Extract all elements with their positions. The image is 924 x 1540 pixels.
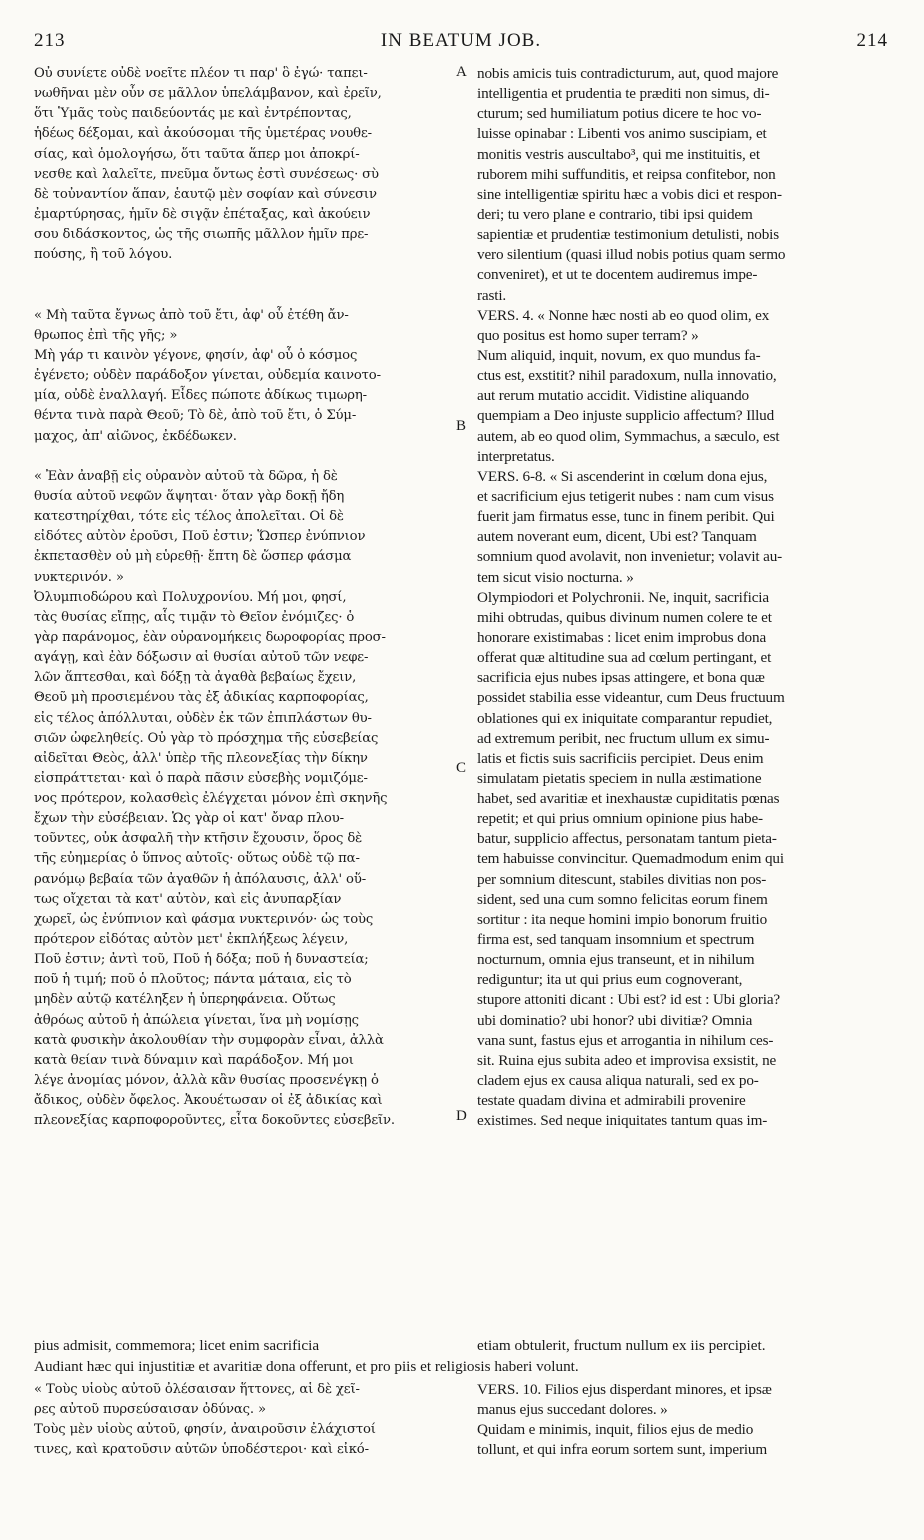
greek-tail-line: τινες, καὶ κρατοῦσιν αὐτῶν ὑποδέστεροι· καὶ εἰκό-	[34, 1442, 369, 1458]
latin-line: luisse opinabar : Libenti vos animo suscipiam, et	[477, 125, 767, 143]
greek-line	[34, 265, 464, 285]
greek-line: τοῦντες, οὐκ ἀσφαλῆ τὴν κτῆσιν ἔχουσιν, ὅρος δὲ	[34, 831, 363, 847]
latin-line: honorare existimabas : licet enim improbus dona	[477, 628, 767, 646]
latin-line: Num aliquid, inquit, novum, ex quo mundus fa-	[477, 346, 761, 364]
latin-line: vana sunt, fastus ejus et arrogantia in nihilum ces-	[477, 1031, 774, 1049]
greek-line: ὅτι Ὑμᾶς τοὺς παιδεύοντάς με καὶ ἐντρέποντας,	[34, 106, 352, 122]
greek-line: μαχος, ἀπ' αἰῶνος, ἐκδέδωκεν.	[34, 428, 237, 444]
greek-line	[34, 447, 464, 467]
latin-line: sapientiæ et prudentiæ testimonium detulisti, nobis	[477, 226, 779, 244]
left-page-number: 213	[34, 30, 66, 51]
latin-line: rasti.	[477, 286, 507, 304]
latin-line: ubi dominatio? ubi honor? ubi divitiæ? Omnia	[477, 1011, 753, 1029]
greek-tail-line: ρες αὐτοῦ πυρσεύσαισαν ὀδύνας. »	[34, 1402, 266, 1418]
greek-line: ποῦ ἡ τιμή; ποῦ ὁ πλοῦτος; πάντα μάταια, εἰς τὸ	[34, 972, 352, 988]
latin-line: sit. Ruina ejus subita adeo et improvisa exsistit, ne	[477, 1051, 777, 1069]
greek-line: ἐγένετο; οὐδὲν παράδοξον γίνεται, οὐδεμία καινοτο-	[34, 368, 381, 384]
latin-line: aut rerum mutatio accidit. Vidistine aliquando	[477, 387, 749, 405]
greek-line: λέγε ἀνομίας μόνον, ἀλλὰ κἂν θυσίας προσενέγκῃ ὁ	[34, 1073, 379, 1089]
latin-line: repetit; et qui prius omnium opinione pius habe-	[477, 810, 763, 828]
greek-line: « Ἐὰν ἀναβῇ εἰς οὐρανὸν αὐτοῦ τὰ δῶρα, ἡ δὲ	[34, 468, 338, 484]
latin-line: autem, ab eo quod olim, Symmachus, a sæculo, est	[477, 427, 780, 445]
greek-tail-line: Τοὺς μὲν υἱοὺς αὐτοῦ, φησίν, ἀναιροῦσιν ἐλάχιστοί	[34, 1422, 376, 1438]
latin-tail-line: VERS. 10. Filios ejus disperdant minores, et ipsæ	[477, 1381, 772, 1398]
greek-line: Οὐ συνίετε οὐδὲ νοεῖτε πλέον τι παρ' ὃ ἐγώ· ταπει-	[34, 66, 368, 81]
latin-line: firma est, sed tanquam insomnium et spectrum	[477, 931, 755, 949]
latin-line: VERS. 4. « Nonne hæc nosti ab eo quod olim, ex	[477, 306, 770, 324]
latin-line: rediguntur; ita ut qui prius eum cognoverant,	[477, 971, 743, 989]
latin-line: per somnium ditescunt, stabiles divitias non pos-	[477, 870, 767, 888]
greek-line: κατὰ φυσικὴν ἀκολουθίαν τὴν συμφορὰν εἶναι, ἀλλὰ	[34, 1032, 384, 1048]
latin-line: cladem ejus ex causa aliqua naturali, sed ex po-	[477, 1072, 759, 1090]
latin-line: ctus est, exstitit? nihil paradoxum, nulla innovatio,	[477, 367, 777, 385]
latin-line: deri; tu vero plane e contrario, tibi ipsi quidem	[477, 205, 753, 223]
latin-column	[477, 64, 891, 1131]
latin-line: existimes. Sed neque iniquitates tantum quas im-	[477, 1112, 768, 1130]
latin-line: tem sicut visio nocturna. »	[477, 568, 634, 586]
greek-line: μηδὲν αὐτῷ κατέληξεν ἡ ὑπερηφάνεια. Οὕτως	[34, 992, 336, 1008]
latin-line: offerat quæ altitudine sua ad cœlum pertingant, et	[477, 649, 772, 667]
bottom-line-1-right: etiam obtulerit, fructum nullum ex iis percipiet.	[477, 1337, 766, 1354]
greek-line: τως οἴχεται τὰ κατ' αὐτὸν, καὶ εἰς ἀνυπαρξίαν	[34, 891, 342, 907]
greek-line: τὰς θυσίας εἴπῃς, αἷς τιμᾷν τὸ Θεῖον ἐνόμιζες· ὁ	[34, 609, 355, 625]
latin-line: sident, sed una cum somno felicitas eorum finem	[477, 890, 768, 908]
greek-line: εἰς τέλος ἀπόλλυται, οὐδὲν ἐκ τῶν ἐπιπλάστων θυ-	[34, 710, 372, 726]
greek-line: πρότερον εἰδότας αὐτὸν μετ' ἐκπλήξεως λέγειν,	[34, 932, 349, 948]
latin-line: interpretatus.	[477, 447, 555, 465]
greek-line: « Μὴ ταῦτα ἔγνως ἀπὸ τοῦ ἔτι, ἀφ' οὗ ἐτέθη ἄν-	[34, 307, 349, 323]
greek-line: χωρεῖ, ὡς ἐνύπνιον καὶ φάσμα νυκτερινόν· ὡς τοὺς	[34, 911, 374, 927]
greek-line: νεσθε καὶ λαλεῖτε, πνεῦμα ὄντως ἐστὶ συνέσεως· σὺ	[34, 166, 379, 182]
greek-line: ἔχων τὴν εὐσέβειαν. Ὡς γὰρ οἱ κατ' ὄναρ πλου-	[34, 811, 344, 827]
greek-line: εἰσπράττεται· καὶ ὁ παρὰ πᾶσιν εὐσεβὴς νομιζόμε-	[34, 770, 368, 786]
bottom-line-1-left: pius admisit, commemora; licet enim sacrificia	[34, 1337, 320, 1354]
latin-line: stupore attoniti dicant : Ubi est? id est : Ubi gloria?	[477, 991, 781, 1009]
latin-line: tem habuisse convincitur. Quemadmodum enim qui	[477, 850, 784, 868]
margin-letter-a: A	[456, 64, 467, 80]
right-page-number: 214	[856, 30, 888, 51]
greek-line: ἐμαρτύρησας, ἡμῖν δὲ σιγᾷν ἐπέταξας, καὶ ἀκούειν	[34, 206, 371, 222]
greek-line: μία, οὐδὲ ἐναλλαγή. Εἶδες πώποτε ἀδίκως τιμωρη-	[34, 388, 367, 404]
latin-line: nocturnum, omnia ejus transeunt, et in nihilum	[477, 951, 755, 969]
latin-tail-column	[477, 1380, 891, 1461]
latin-line: intelligentia et prudentia te præditi non simus, di-	[477, 85, 770, 103]
greek-line: ἄδικος, οὐδὲν ὄφελος. Ἀκουέτωσαν οἱ ἐξ ἀδικίας καὶ	[34, 1093, 383, 1109]
greek-line: θρωπος ἐπὶ τῆς γῆς; »	[34, 327, 178, 343]
bottom-line-2: Audiant hæc qui injustitiæ et avaritiæ dona offerunt, et pro piis et religiosis haberi volunt.	[34, 1358, 579, 1375]
latin-line: oblationes qui ex iniquitate comparantur repudiet,	[477, 709, 773, 727]
latin-line: Olympiodori et Polychronii. Ne, inquit, sacrificia	[477, 588, 769, 606]
greek-line: Θεοῦ μὴ προσιεμένου τὰς ἐξ ἀδικίας καρποφορίας,	[34, 690, 369, 706]
latin-line: quo positus est homo super terram? »	[477, 326, 699, 344]
latin-line: ruborem mihi suffunditis, et reipsa confitebor, non	[477, 165, 776, 183]
latin-line: simulatam pietatis speciem in nulla æstimatione	[477, 769, 762, 787]
greek-line: πλεονεξίας καρποφοροῦντες, εἶτα δοκοῦντες εὐσεβεῖν.	[34, 1113, 395, 1129]
latin-tail-line: Quidam e minimis, inquit, filios ejus de medio	[477, 1421, 754, 1439]
greek-line: θέντα τινὰ παρὰ Θεοῦ; Τὸ δὲ, ἀπὸ τοῦ ἔτι, ὁ Σύμ-	[34, 408, 357, 424]
greek-column	[34, 64, 467, 1131]
latin-line: mihi obtrudas, quibus divinum numen colere te et	[477, 608, 772, 626]
greek-line: πούσης, ἢ τοῦ λόγου.	[34, 247, 173, 263]
page-header	[34, 30, 888, 60]
latin-line: sortitur : ita neque homini impio bonorum fruitio	[477, 910, 768, 928]
greek-tail-line: « Τοὺς υἱοὺς αὐτοῦ ὀλέσαισαν ἥττονες, αἱ δὲ χεῖ-	[34, 1382, 360, 1397]
greek-line: Μὴ γάρ τι καινὸν γέγονε, φησίν, ἀφ' οὗ ὁ κόσμος	[34, 347, 358, 363]
latin-line: fuerit jam firmatus esse, tunc in finem peribit. Qui	[477, 508, 775, 526]
latin-line: latis et fictis suis sacrificiis percipiet. Deus enim	[477, 749, 764, 767]
greek-line: σίας, καὶ ὁμολογήσω, ὅτι ταῦτα ἅπερ μοι ἀποκρί-	[34, 146, 360, 162]
greek-line: εἰδότες αὐτὸν ἐροῦσι, Ποῦ ἐστιν; Ὥσπερ ἐνύπνιον	[34, 529, 366, 545]
latin-line: sacrificia ejus nubes ipsas attingere, et bona quæ	[477, 669, 765, 687]
greek-line: ἡδέως δέξομαι, καὶ ἀκούσομαι τῆς ὑμετέρας νουθε-	[34, 126, 372, 142]
latin-line: nobis amicis tuis contradicturum, aut, quod majore	[477, 65, 779, 82]
greek-line: Ποῦ ἐστιν; ἀντὶ τοῦ, Ποῦ ἡ δόξα; ποῦ ἡ δυναστεία;	[34, 952, 369, 968]
greek-tail-column	[34, 1380, 464, 1461]
latin-line: autem noverant eum, dicent, Ubi est? Tanquam	[477, 528, 757, 546]
greek-line: γὰρ παράνομος, ἐὰν οὐρανομήκεις δωροφορίας προσ-	[34, 629, 386, 645]
greek-line: ρανόμῳ βεβαία τῶν ἀγαθῶν ἡ ἀπόλαυσις, ἀλλ' οὕ-	[34, 871, 367, 887]
running-title: IN BEATUM JOB.	[380, 30, 542, 51]
greek-line: κατὰ θείαν τινὰ δύναμιν καὶ παράδοξον. Μή μοι	[34, 1052, 354, 1068]
greek-line: νυκτερινόν. »	[34, 569, 124, 585]
greek-line: λῶν ἅπτεσθαι, καὶ δόξῃ τὰ ἀγαθὰ βεβαίως ἔχειν,	[34, 670, 357, 686]
latin-line: conveniret), et ut te docentem audiremus impe-	[477, 266, 758, 284]
greek-line: αγάγῃ, καὶ ἐὰν δόξωσιν αἱ θυσίαι αὐτοῦ τῶν νεφε-	[34, 650, 369, 666]
greek-line: νος πρότερον, κολασθεὶς ἐλέγχεται μόνον ἐπὶ σκηνῆς	[34, 791, 388, 807]
greek-line: θυσία αὐτοῦ νεφῶν ἅψηται· ὅταν γὰρ δοκῇ ἤδη	[34, 488, 345, 504]
latin-line: ad extremum peribit, nec fructum ullum ex simu-	[477, 729, 770, 747]
latin-line: sine intelligentiæ spiritu hæc a vobis dici et respon-	[477, 185, 782, 203]
greek-line	[34, 286, 464, 306]
latin-line: possidet stabilia esse videantur, cum Deus fructuum	[477, 689, 785, 707]
bottom-line-1	[34, 1336, 894, 1356]
latin-line: somnium quod avolavit, non invenietur; volavit au-	[477, 548, 783, 566]
greek-line: αἰδεῖται Θεὸς, ἀλλ' ὑπὲρ τῆς πλεονεξίας τὴν δίκην	[34, 750, 368, 766]
margin-letter-b: B	[456, 418, 467, 434]
latin-line: et sacrificium ejus tetigerit nubes : nam cum visus	[477, 487, 774, 505]
greek-line: Ὀλυμπιοδώρου καὶ Πολυχρονίου. Μή μοι, φησί,	[34, 589, 347, 605]
latin-tail-line: manus ejus succedant dolores. »	[477, 1401, 668, 1419]
greek-line: σου διδάσκοντος, ὡς τῆς σιωπῆς μᾶλλον ἡμῖν πρε-	[34, 227, 369, 243]
latin-line: cturum; sed humiliatum potius dicere te hoc vo-	[477, 105, 762, 123]
latin-line: monitis vestris auscultabo³, qui me instituitis, et	[477, 145, 760, 163]
latin-line: quempiam a Deo injuste supplicio affectum? Illud	[477, 407, 775, 425]
latin-line: batur, supplicio affectus, personatam tantum pieta-	[477, 830, 777, 848]
greek-line: ἀθρόως αὐτοῦ ἡ ἀπώλεια γίνεται, ἵνα μὴ νομίσῃς	[34, 1012, 359, 1028]
latin-line: habet, sed avaritiæ et inexhaustæ cupiditatis pœnas	[477, 790, 780, 808]
margin-letter-d: D	[456, 1108, 467, 1124]
latin-line: VERS. 6-8. « Si ascenderint in cœlum dona ejus,	[477, 467, 768, 485]
margin-letter-c: C	[456, 760, 467, 776]
greek-line: ἐκπετασθὲν οὐ μὴ εὑρεθῇ· ἔπτη δὲ ὥσπερ φάσμα	[34, 549, 352, 565]
latin-line: vero silentium (quasi illud nobis potius quam sermo	[477, 246, 786, 264]
latin-tail-line: tollunt, et qui infra eorum sortem sunt, imperium	[477, 1441, 768, 1459]
greek-line: νωθῆναι μὲν οὖν σε μᾶλλον ὑπελάμβανον, καὶ ἐρεῖν,	[34, 86, 382, 102]
greek-line: κατεστηρίχθαι, τότε εἰς τέλος ἀπολεῖται. Οἱ δὲ	[34, 509, 344, 525]
latin-line: testate quadam divina et admirabili provenire	[477, 1092, 746, 1110]
greek-line: δὲ τοὐναντίον ἅπαν, ἑαυτῷ μὲν σοφίαν καὶ σύνεσιν	[34, 186, 377, 202]
greek-line: τῆς εὐημερίας ὁ ὕπνος αὐτοῖς· οὕτως οὐδὲ τῷ πα-	[34, 851, 360, 867]
greek-line: σιῶν ὠφεληθείς. Οὐ γὰρ τὸ πρόσχημα τῆς εὐσεβείας	[34, 730, 379, 746]
